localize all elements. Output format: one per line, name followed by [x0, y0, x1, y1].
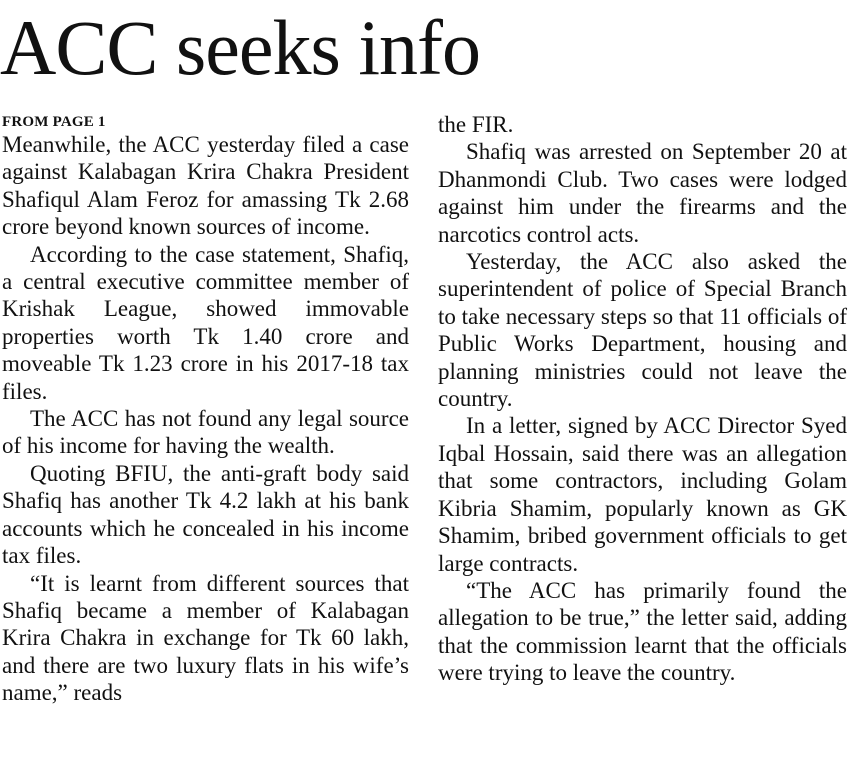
- paragraph: Yesterday, the ACC also asked the superintendent of police of Special Branch to take necessary steps so that 11 officials of Public Works Department, housing and planning ministries could not leave the country.: [438, 249, 847, 412]
- paragraph: “It is learnt from different sources that Shafiq became a member of Kalabagan Krira Chakra in exchange for Tk 60 lakh, and there are two luxury flats in his wife’s name,” reads: [2, 570, 409, 706]
- paragraph: Shafiq was arrested on September 20 at Dhanmondi Club. Two cases were lodged against him under the firearms and the narcotics control acts.: [438, 139, 847, 247]
- paragraph: Quoting BFIU, the anti-graft body said Shafiq has another Tk 4.2 lakh at his bank accounts which he concealed in his income tax files.: [2, 460, 409, 569]
- paragraph: In a letter, signed by ACC Director Syed Iqbal Hossain, said there was an allegation that some contractors, including Golam Kibria Shamim, popularly known as GK Shamim, bribed government officials to get large contracts.: [438, 413, 847, 576]
- headline: ACC seeks info: [0, 4, 480, 91]
- continuation-kicker: FROM PAGE 1: [2, 114, 106, 130]
- paragraph: “The ACC has primarily found the allegation to be true,” the letter said, adding that the commission learnt that the officials were trying to leave the country.: [438, 577, 847, 686]
- right-column: [438, 111, 847, 687]
- paragraph: Meanwhile, the ACC yesterday filed a case against Kalabagan Krira Chakra President Shafiqul Alam Feroz for amassing Tk 2.68 crore beyond known sources of income.: [2, 132, 409, 240]
- paragraph: the FIR.: [438, 112, 514, 137]
- left-column: [2, 131, 409, 707]
- paragraph: According to the case statement, Shafiq, a central executive committee member of Krishak League, showed immovable properties worth Tk 1.40 crore and moveable Tk 1.23 crore in his 2017-18 tax files.: [2, 241, 409, 404]
- paragraph: The ACC has not found any legal source of his income for having the wealth.: [2, 406, 409, 459]
